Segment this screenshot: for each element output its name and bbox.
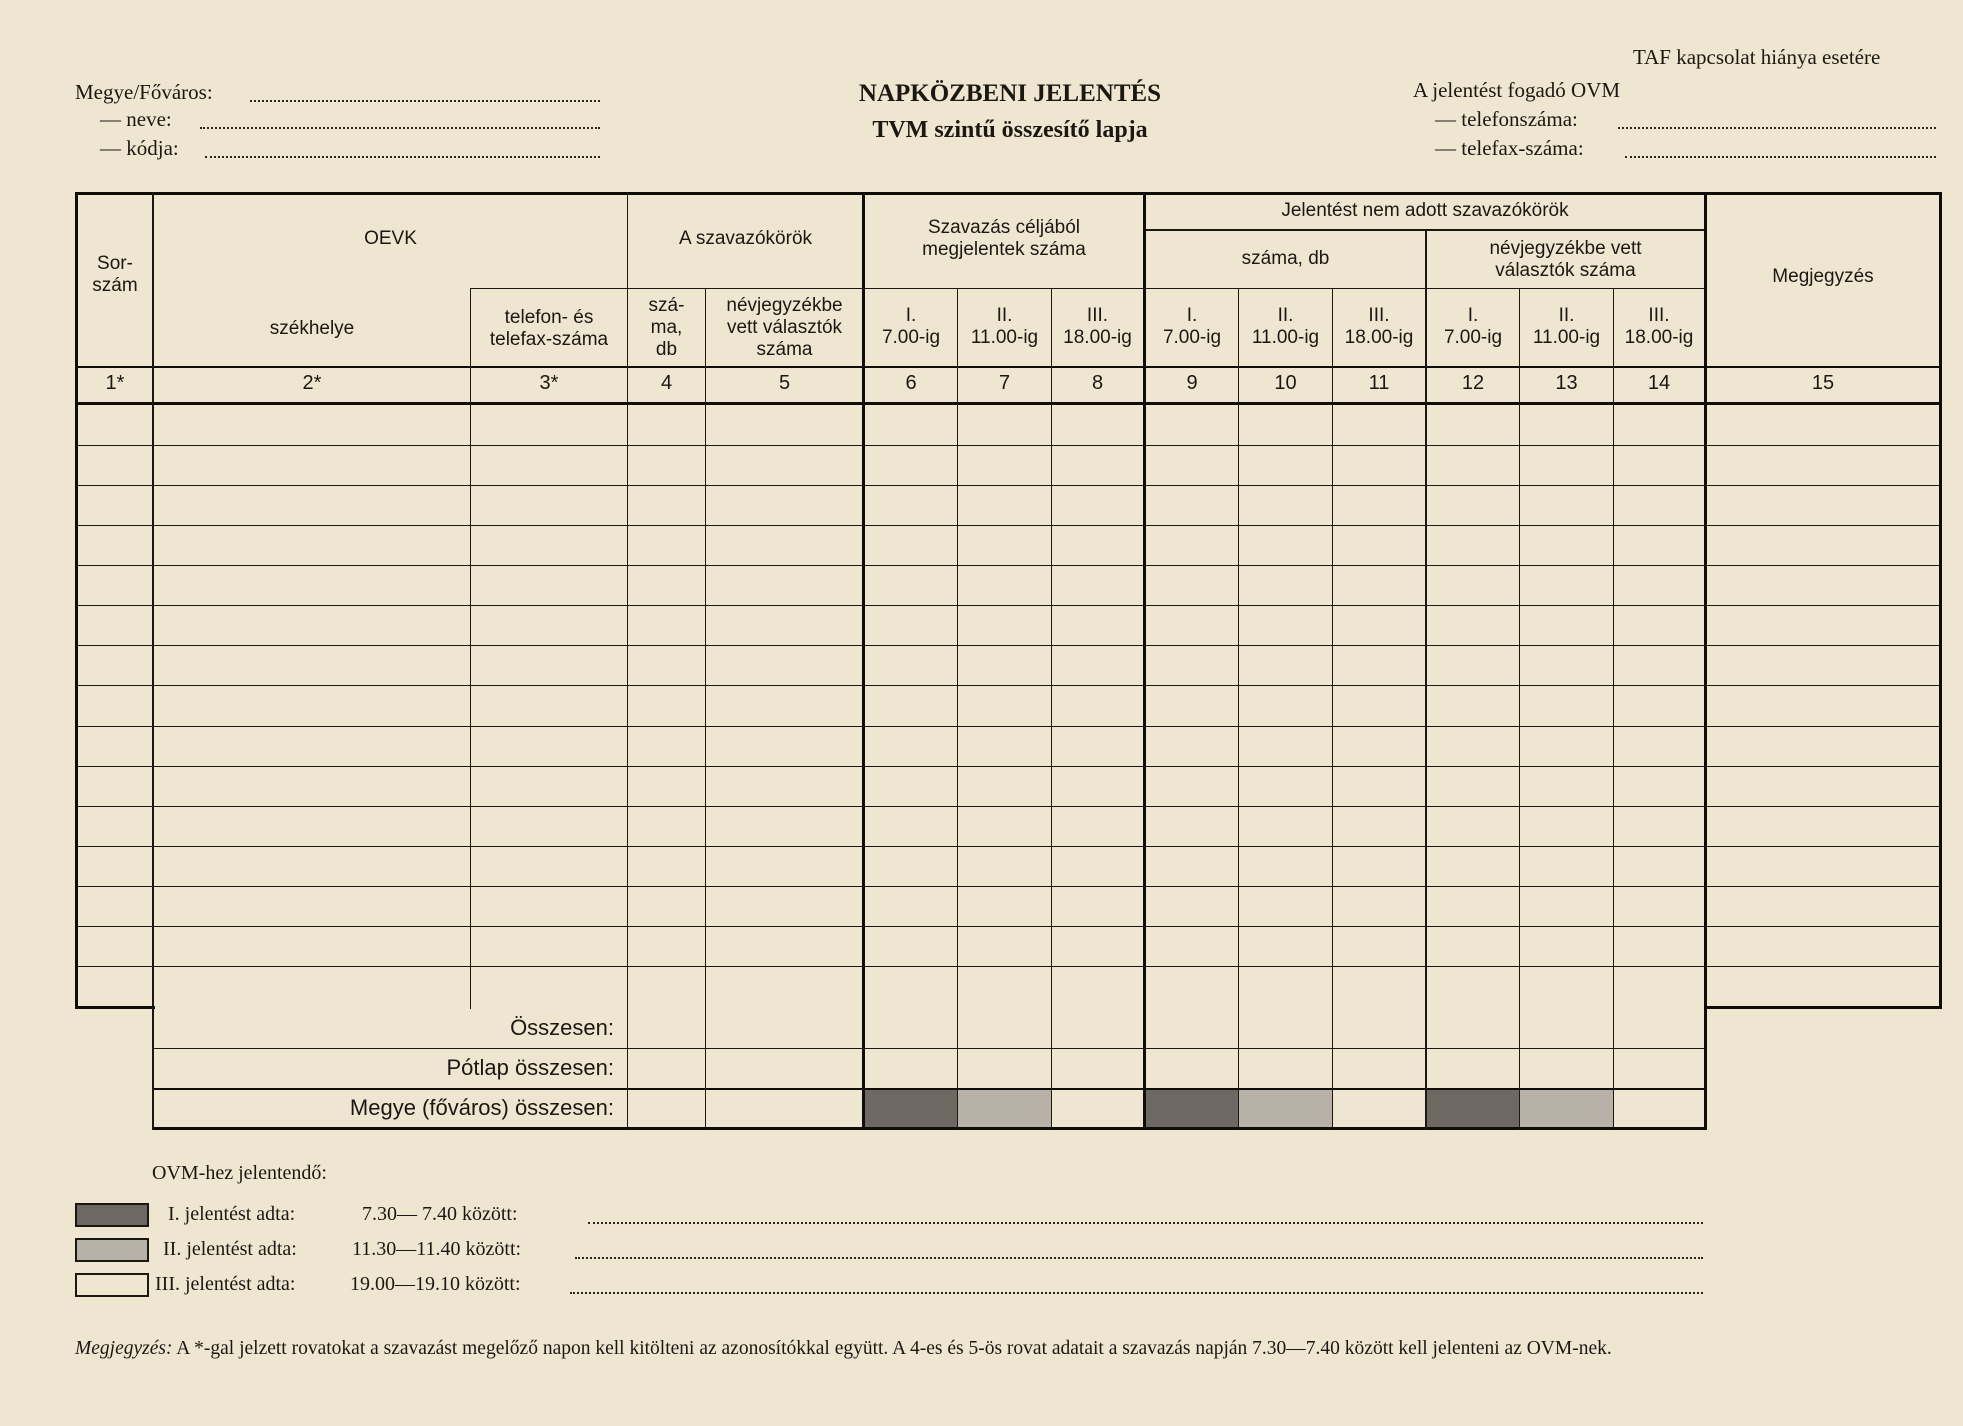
body-row-line <box>75 766 1942 767</box>
legend-field-2[interactable] <box>575 1257 1703 1259</box>
taf-note: TAF kapcsolat hiánya esetére <box>1633 45 1881 69</box>
colnum-5: 5 <box>778 372 791 394</box>
row-label-osszesen: Összesen: <box>510 1015 614 1040</box>
header-szavazokorok: A szavazókörök <box>678 228 813 249</box>
footnote-label: Megjegyzés: <box>75 1338 173 1359</box>
header-szama-db2: száma, db <box>1241 248 1330 269</box>
header-time-11: III. 18.00-ig <box>1344 305 1414 348</box>
colnum-13: 13 <box>1555 372 1578 394</box>
totals-bottom <box>153 1127 1706 1130</box>
vline-4 <box>705 288 706 1130</box>
colnum-11: 11 <box>1368 372 1390 394</box>
body-row-line <box>75 525 1942 526</box>
legend-time-3: 19.00—19.10 között: <box>350 1273 521 1295</box>
vline-0 <box>75 192 78 1009</box>
vline-10 <box>1332 288 1333 1130</box>
body-bottom-right <box>1705 1006 1942 1009</box>
legend-title: OVM-hez jelentendő: <box>152 1162 327 1184</box>
legend-label-3: III. jelentést adta: <box>155 1273 296 1295</box>
neve-label: — neve: <box>100 107 172 131</box>
megye-field[interactable] <box>250 100 600 102</box>
colnum-7: 7 <box>998 372 1011 394</box>
colnum-12: 12 <box>1461 372 1485 394</box>
numbers-divider <box>75 402 1942 405</box>
page-title: NAPKÖZBENI JELENTÉS <box>858 80 1162 107</box>
header-time-8: III. 18.00-ig <box>1063 305 1132 348</box>
shade-col12 <box>1426 1090 1519 1128</box>
body-row-line <box>75 445 1942 446</box>
body-row-line <box>75 645 1942 646</box>
header-time-12: I. 7.00-ig <box>1443 305 1503 348</box>
colnum-6: 6 <box>905 372 917 394</box>
header-szekhelye: székhelye <box>269 318 355 339</box>
body-row-line <box>75 806 1942 807</box>
vline-14 <box>1704 192 1707 1130</box>
header-time-7: II. 11.00-ig <box>970 305 1039 348</box>
page-subtitle: TVM szintű összesítő lapja <box>872 117 1148 143</box>
colnum-4: 4 <box>660 372 673 394</box>
legend-field-1[interactable] <box>588 1222 1703 1224</box>
legend-field-3[interactable] <box>570 1292 1703 1294</box>
legend-swatch-light <box>75 1238 149 1262</box>
vline-11 <box>1425 229 1427 1130</box>
header-sorszam: Sor- szám <box>92 253 138 296</box>
footnote <box>75 1338 1612 1360</box>
header-time-14: III. 18.00-ig <box>1624 305 1694 348</box>
telefax-label: — telefax-száma: <box>1435 136 1584 160</box>
table-top-border <box>75 192 1942 195</box>
neve-field[interactable] <box>200 127 600 129</box>
header-telefon: telefon- és telefax-száma <box>489 307 609 350</box>
row-label-potlap: Pótlap összesen: <box>446 1055 614 1080</box>
colnum-15: 15 <box>1811 372 1835 394</box>
hline-times <box>863 288 1706 289</box>
vline-9 <box>1238 288 1239 1130</box>
header-szama-db: szá- ma, db <box>648 295 685 360</box>
telefax-field[interactable] <box>1625 156 1936 158</box>
header-divider <box>75 366 1942 368</box>
body-row-line <box>75 846 1942 847</box>
header-time-10: II. 11.00-ig <box>1251 305 1320 348</box>
body-row-line <box>75 485 1942 486</box>
colnum-2: 2* <box>302 372 322 394</box>
legend-label-1: I. jelentést adta: <box>168 1203 296 1225</box>
colnum-8: 8 <box>1091 372 1104 394</box>
body-row-line <box>75 605 1942 606</box>
body-row-line <box>75 685 1942 686</box>
header-szavazas-celjabol: Szavazás céljából megjelentek száma <box>922 217 1086 260</box>
header-nevjegyzek-valasztok: névjegyzékbe vett választók száma <box>726 295 843 360</box>
legend-swatch-dark <box>75 1203 149 1227</box>
colnum-9: 9 <box>1186 372 1198 394</box>
vline-12 <box>1519 288 1520 1130</box>
header-oevk: OEVK <box>364 228 417 249</box>
colnum-3: 3* <box>539 372 559 394</box>
colnum-1: 1* <box>105 372 125 394</box>
body-row-line <box>75 966 1942 967</box>
header-jelentest-nem-adott: Jelentést nem adott szavazókörök <box>1281 200 1569 221</box>
colnum-14: 14 <box>1647 372 1671 394</box>
body-row-line <box>75 926 1942 927</box>
colnum-10: 10 <box>1274 372 1297 394</box>
body-bottom-left <box>75 1006 155 1009</box>
hline-potlap <box>153 1088 1706 1090</box>
legend-time-2: 11.30—11.40 között: <box>352 1238 522 1260</box>
hline-osszesen <box>153 1048 1706 1049</box>
hline-szavazokorok-sub <box>627 288 863 289</box>
ovm-label: A jelentést fogadó OVM <box>1413 78 1621 102</box>
vline-6 <box>957 288 958 1130</box>
header-time-6: I. 7.00-ig <box>881 305 941 348</box>
row-label-megye-osszesen: Megye (főváros) összesen: <box>349 1095 614 1120</box>
vline-7 <box>1051 288 1052 1130</box>
telefon-field[interactable] <box>1618 127 1936 129</box>
body-row-line <box>75 886 1942 887</box>
header-time-13: II. 11.00-ig <box>1532 305 1601 348</box>
shade-col7 <box>958 1090 1051 1128</box>
body-row-line <box>75 726 1942 727</box>
telefon-label: — telefonszáma: <box>1435 107 1578 131</box>
shade-col6 <box>864 1090 957 1128</box>
kodja-field[interactable] <box>205 156 600 158</box>
footnote-text: A *-gal jelzett rovatokat a szavazást megelőző napon kell kitölteni az azonosítókkal együtt. A 4-es és 5-ös rovat adatait a szavazás napján 7.30—7.40 között kell jelenteni az OVM-nek. <box>176 1338 1612 1359</box>
header-time-9: I. 7.00-ig <box>1162 305 1222 348</box>
legend-swatch-blank <box>75 1273 149 1297</box>
vline-15 <box>1939 192 1942 1009</box>
shade-col13 <box>1520 1090 1613 1128</box>
kodja-label: — kódja: <box>100 136 179 160</box>
legend-time-1: 7.30— 7.40 között: <box>362 1203 518 1225</box>
vline-13 <box>1613 288 1614 1130</box>
header-nevjegyzek-vett: névjegyzékbe vett választók száma <box>1489 238 1642 281</box>
body-row-line <box>75 565 1942 566</box>
header-megjegyzes: Megjegyzés <box>1772 266 1874 287</box>
shade-col10 <box>1239 1090 1332 1128</box>
megye-label: Megye/Főváros: <box>75 80 213 104</box>
shade-col9 <box>1145 1090 1238 1128</box>
legend-label-2: II. jelentést adta: <box>163 1238 297 1260</box>
